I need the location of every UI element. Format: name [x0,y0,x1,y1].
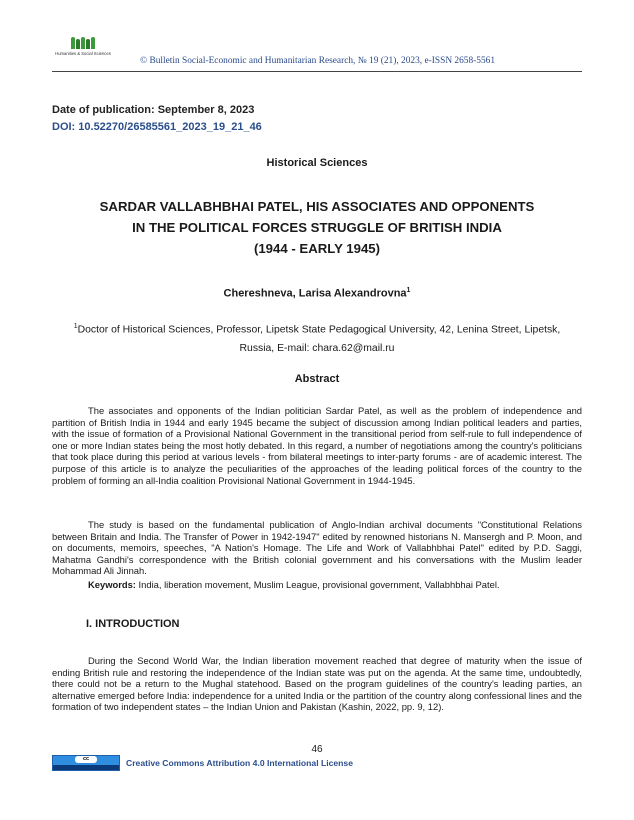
cc-icon: cc [75,756,97,763]
author-affiliation [60,317,574,358]
journal-header-line: © Bulletin Social-Economic and Humanitarian Research, № 19 (21), 2023, e-ISSN 2658-5561 [140,56,496,66]
author-text: Chereshneva, Larisa Alexandrovna [223,287,407,300]
abstract-paragraph-2: The study is based on the fundamental publication of Anglo-Indian archival documents "Constitutional Relations between Britain and India. The Transfer of Power in 1942-1947" edited by renowned historians N. Mansergh and P. Moon, and on documents, memoirs, speeches, "A Nation's Homage. The Life and Work of Vallabhbhai Patel" edited by P.D. Saggi, Mahatma Gandhi's correspondence with the British colonial government and his conversations with the Muslim leader Mohammad Ali Jinnah. [52,519,582,577]
journal-logo [52,37,114,56]
introduction-paragraph: During the Second World War, the Indian liberation movement reached that degree of maturity when the issue of ending British rule and restoring the independence of the Indian state was put on the agenda. At the same time, undoubtedly, there could not be a return to the Mughal statehood. Based on the program guidelines of the country's leading parties, an alternative emerged before India: independence for a united India or the partition of the country along confessional lines and the formation of two independent states – the Indian Union and Pakistan (Kashin, 2022, pp. 9, 12). [52,655,582,713]
section-heading: Historical Sciences [266,157,368,169]
abstract-heading: Abstract [294,373,340,385]
title-line: IN THE POLITICAL FORCES STRUGGLE OF BRITISH INDIA [132,220,502,235]
keywords-list: India, liberation movement, Muslim League, provisional government, Vallabhbhai Patel. [135,579,500,590]
doi-link[interactable]: DOI: 10.52270/26585561_2023_19_21_46 [52,121,262,133]
keywords [52,579,582,590]
affiliation-text: Doctor of Historical Sciences, Professor, Lipetsk State Pedagogical University, 42, Lenina Street, Lipetsk, Russia, E-mail: chara.62@mail.ru [77,324,561,355]
people-icon [52,37,114,51]
keywords-label: Keywords: [88,579,136,590]
page-number: 46 [311,744,323,755]
publication-date: Date of publication: September 8, 2023 [52,104,255,116]
article-title [40,196,594,259]
logo-caption: Humanities & Social Sciences [55,51,111,56]
affiliation-footnote-mark: 1 [73,323,78,330]
header-divider [52,71,582,72]
cc-license-badge[interactable] [52,755,120,771]
author-footnote-mark: 1 [406,287,411,294]
introduction-heading: I. INTRODUCTION [86,618,180,630]
title-line: SARDAR VALLABHBHAI PATEL, HIS ASSOCIATES AND OPPONENTS [99,199,535,214]
license-link[interactable]: Creative Commons Attribution 4.0 International License [126,758,353,768]
abstract-paragraph-1: The associates and opponents of the Indian politician Sardar Patel, as well as the problem of independence and partition of British India in 1944 and early 1945 became the subject of discussion among Indian political leaders and parties, with the issue of formation of a Provisional National Government in the transitional period from self-rule to full independence of one or more Indian states being the most hotly debated. In this regard, a number of negotiations among the country's politicians that took place during this period at various levels - from bilateral meetings to inter-party forums - are of academic interest. The purpose of this article is to analyze the peculiarities of the approaches of the leading political forces of the country to the problem of forming an all-India coalition Provisional National Government in 1944-1945. [52,405,582,486]
author-name [0,287,634,300]
title-line: (1944 - EARLY 1945) [253,241,381,256]
